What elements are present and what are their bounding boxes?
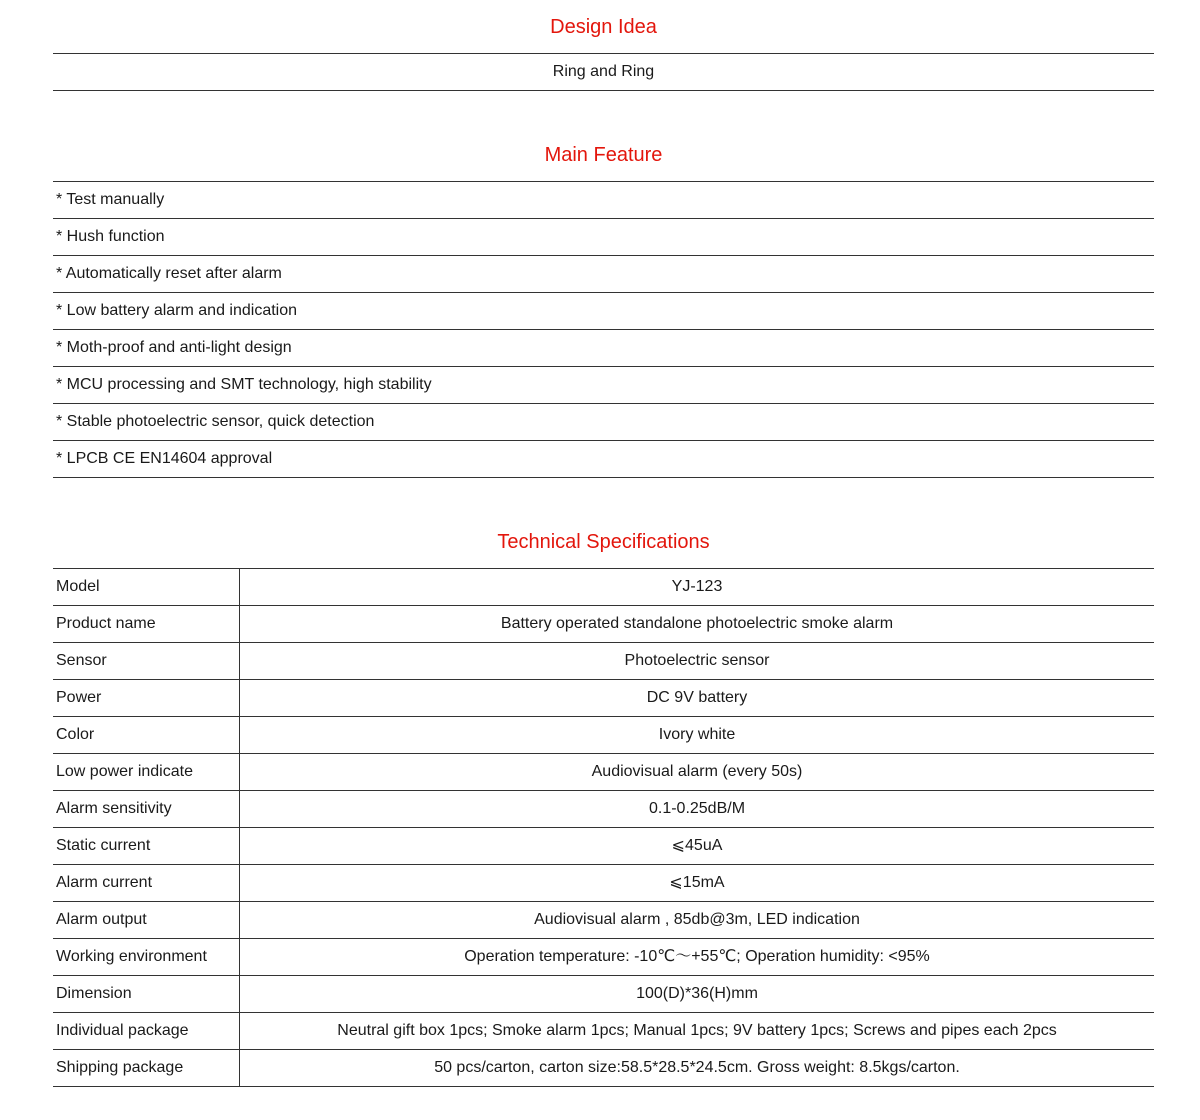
spec-value: Operation temperature: -10℃～+55℃; Operation humidity: <95% [240,939,1155,976]
divider [53,181,1154,182]
spec-value: Neutral gift box 1pcs; Smoke alarm 1pcs; Manual 1pcs; 9V battery 1pcs; Screws and pipes each 2pcs [240,1013,1155,1050]
design-idea-title: Design Idea [550,16,657,38]
spec-label: Shipping package [53,1050,240,1087]
design-idea-text: Ring and Ring [552,63,655,80]
spec-value: 100(D)*36(H)mm [240,976,1155,1013]
spec-row [53,1050,1154,1087]
spec-label: Dimension [53,976,240,1013]
spec-value: Audiovisual alarm , 85db@3m, LED indication [240,902,1155,939]
spec-table [53,568,1154,1087]
spec-row [53,976,1154,1013]
main-feature-title: Main Feature [544,144,663,166]
spec-value: DC 9V battery [240,680,1155,717]
spec-value: 50 pcs/carton, carton size:58.5*28.5*24.5cm. Gross weight: 8.5kgs/carton. [240,1050,1155,1087]
spec-value: Photoelectric sensor [240,643,1155,680]
spec-label: Alarm sensitivity [53,791,240,828]
spec-label: Individual package [53,1013,240,1050]
spec-row [53,828,1154,865]
divider [53,292,1154,293]
spec-row [53,791,1154,828]
spec-label: Static current [53,828,240,865]
feature-item: * Low battery alarm and indication [56,302,298,319]
tech-specs-title: Technical Specifications [497,531,710,553]
feature-item: * Hush function [56,228,165,245]
spec-row [53,902,1154,939]
spec-value: Ivory white [240,717,1155,754]
spec-row [53,643,1154,680]
divider [53,53,1154,54]
divider [53,477,1154,478]
divider [53,366,1154,367]
spec-row [53,606,1154,643]
divider [53,440,1154,441]
divider [53,403,1154,404]
spec-label: Low power indicate [53,754,240,791]
spec-label: Model [53,569,240,606]
spec-label: Sensor [53,643,240,680]
feature-item: * Test manually [56,191,165,208]
divider [53,329,1154,330]
feature-item: * Stable photoelectric sensor, quick detection [56,413,375,430]
spec-value: 0.1-0.25dB/M [240,791,1155,828]
divider [53,90,1154,91]
feature-item: * Automatically reset after alarm [56,265,282,282]
spec-label: Color [53,717,240,754]
divider [53,255,1154,256]
divider [53,218,1154,219]
feature-item: * MCU processing and SMT technology, high stability [56,376,432,393]
spec-row [53,717,1154,754]
spec-label: Alarm output [53,902,240,939]
spec-label: Alarm current [53,865,240,902]
spec-value: YJ-123 [240,569,1155,606]
spec-label: Power [53,680,240,717]
spec-row [53,865,1154,902]
feature-item: * Moth-proof and anti-light design [56,339,292,356]
spec-row [53,754,1154,791]
spec-label: Product name [53,606,240,643]
spec-row [53,1013,1154,1050]
feature-item: * LPCB CE EN14604 approval [56,450,273,467]
spec-value: Battery operated standalone photoelectric smoke alarm [240,606,1155,643]
spec-value: Audiovisual alarm (every 50s) [240,754,1155,791]
spec-value: ⩽15mA [240,865,1155,902]
spec-row [53,569,1154,606]
spec-row [53,680,1154,717]
spec-value: ⩽45uA [240,828,1155,865]
spec-row [53,939,1154,976]
spec-label: Working environment [53,939,240,976]
